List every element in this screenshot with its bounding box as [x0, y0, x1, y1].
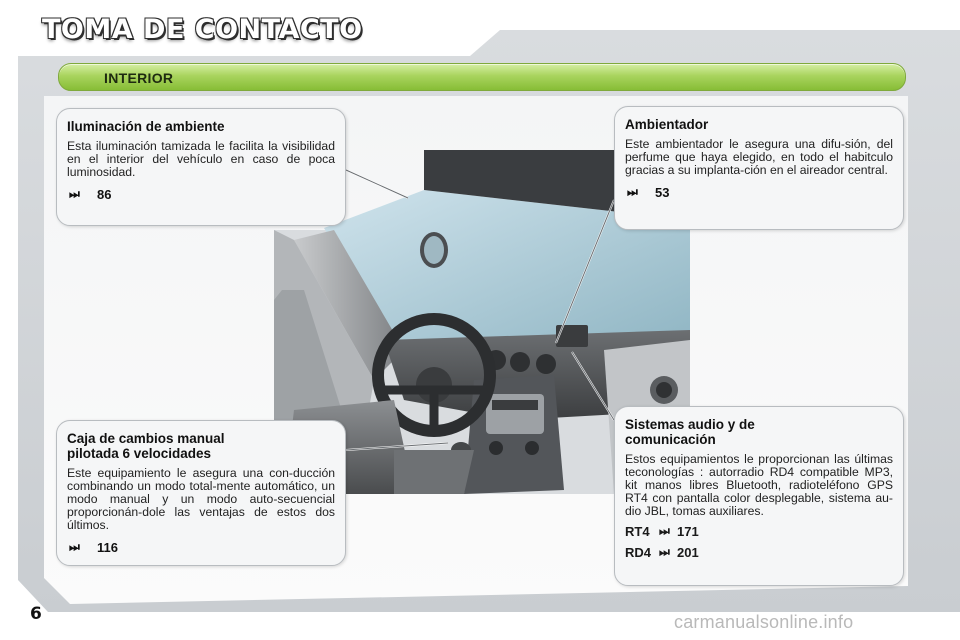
page-ref-number: 201: [677, 545, 699, 560]
page-title: TOMA DE CONTACTO: [42, 14, 363, 45]
page-ref-icon: ⏭: [659, 524, 670, 538]
card-gearbox: [56, 420, 346, 566]
card-heading: Iluminación de ambiente: [67, 119, 225, 134]
page-reference-rt4[interactable]: [625, 524, 893, 539]
page-ref-icon: ⏭: [69, 540, 80, 554]
card-text: Este equipamiento le asegura una con-ducción combinando un modo total-mente automático, un modo manual y un modo auto-secuencial proporcionán-dole las ventajas de estos dos últimos.: [67, 466, 335, 532]
page-reference-rd4[interactable]: [625, 545, 893, 560]
page-ref-number: 116: [97, 540, 118, 555]
page-ref-number: 171: [677, 524, 699, 539]
card-heading: Ambientador: [625, 117, 709, 132]
ref-code: RD4: [625, 545, 652, 560]
card-text: Esta iluminación tamizada le facilita la visibilidad en el interior del vehículo en caso de poca luminosidad.: [67, 139, 335, 179]
card-text: Estos equipamientos le proporcionan las últimas teconologías : autorradio RD4 compatible MP3, kit manos libres Bluetooth, radioteléfono GPS RT4 con pantalla color desplegable, sistema au-dio JBL, tomas auxiliares.: [625, 452, 893, 518]
card-ambient-lighting: [56, 108, 346, 226]
card-heading: [67, 431, 335, 461]
page-reference[interactable]: [625, 185, 893, 200]
page-reference[interactable]: [67, 540, 335, 555]
ref-code: RT4: [625, 524, 650, 539]
card-heading-line2: pilotada 6 velocidades: [67, 446, 212, 461]
card-audio-systems: [614, 406, 904, 586]
page-ref-icon: ⏭: [659, 545, 670, 559]
card-heading-line1: Sistemas audio y de: [625, 417, 755, 432]
page-number: 6: [30, 604, 42, 624]
watermark: carmanualsonline.info: [674, 612, 854, 632]
card-heading: [625, 417, 893, 447]
page-ref-number: 86: [97, 187, 112, 202]
page-ref-icon: ⏭: [627, 185, 638, 199]
card-fragrance: [614, 106, 904, 230]
page-ref-number: 53: [655, 185, 670, 200]
page-ref-icon: ⏭: [69, 187, 80, 201]
card-heading-line2: comunicación: [625, 432, 716, 447]
section-title: INTERIOR: [104, 70, 174, 86]
card-text: Este ambientador le asegura una difu-sión, del perfume que haya elegido, en todo el habitculo gracias a su implanta-ción en el aireador central.: [625, 137, 893, 177]
page-reference[interactable]: [67, 187, 335, 202]
card-heading-line1: Caja de cambios manual: [67, 431, 225, 446]
